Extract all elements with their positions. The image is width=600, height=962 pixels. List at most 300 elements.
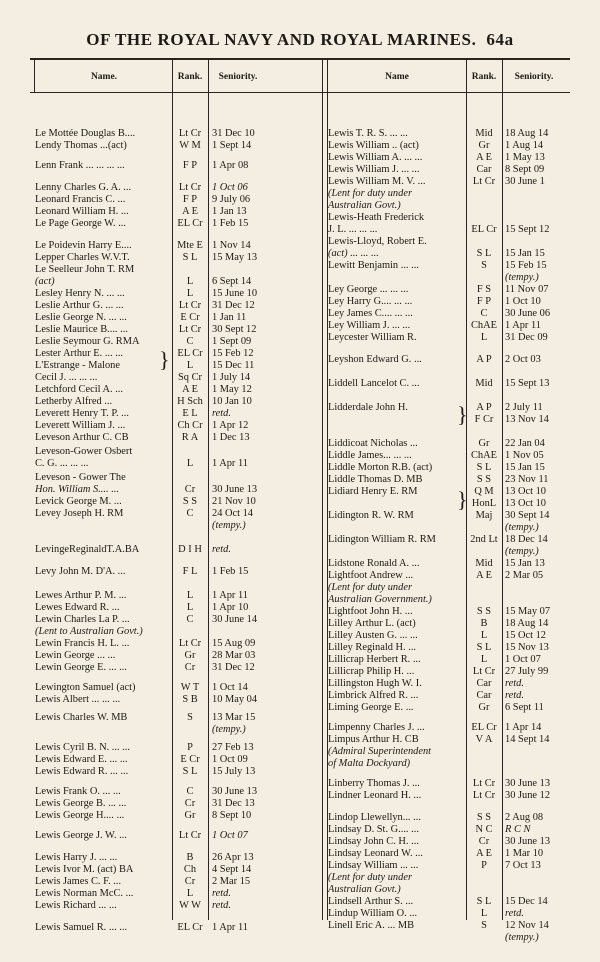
entry-rank: C bbox=[480, 308, 488, 319]
entry-name: J. L. ... ... ... bbox=[328, 224, 378, 235]
entry-seniority: 27 July 99 bbox=[505, 666, 549, 677]
entry-seniority: retd. bbox=[212, 544, 231, 555]
entry-seniority: 1 Sept 09 bbox=[212, 336, 252, 347]
entry-rank: S bbox=[187, 712, 193, 723]
entry-rank: C bbox=[186, 786, 194, 797]
entry-seniority: 31 Dec 10 bbox=[212, 128, 255, 139]
entry-name: Lewis Harry J. ... ... bbox=[35, 852, 118, 863]
entry-rank: L bbox=[186, 590, 194, 601]
entry-rank: A E bbox=[476, 848, 492, 859]
entry-rank: P bbox=[187, 742, 193, 753]
entry-seniority: 1 Oct 14 bbox=[212, 682, 248, 693]
entry-name: Lindsay Leonard W. ... bbox=[328, 848, 423, 859]
entry-seniority: 1 Oct 07 bbox=[212, 830, 248, 841]
entry-seniority: 1 Oct 10 bbox=[505, 296, 541, 307]
entry-seniority: 27 Feb 13 bbox=[212, 742, 254, 753]
entry-rank: Car bbox=[476, 678, 492, 689]
entry-rank: B bbox=[480, 618, 488, 629]
entry-seniority: 9 July 06 bbox=[212, 194, 251, 205]
entry-name: Lilley Austen G. ... ... bbox=[328, 630, 418, 641]
entry-seniority: 2 July 11 bbox=[505, 402, 543, 413]
left-name-header: Name. bbox=[90, 72, 118, 82]
entry-seniority: 1 July 14 bbox=[212, 372, 251, 383]
entry-seniority: 10 May 04 bbox=[212, 694, 258, 705]
entry-name: Leveson - Gower The bbox=[35, 472, 126, 483]
entry-seniority: 18 Aug 14 bbox=[505, 618, 549, 629]
entry-name: Liddle Morton R.B. (act) bbox=[328, 462, 433, 473]
entry-seniority: 1 May 12 bbox=[212, 384, 252, 395]
entry-name: Leverett William J. ... bbox=[35, 420, 126, 431]
entry-rank: A E bbox=[182, 384, 198, 395]
entry-rank: EL Cr bbox=[471, 722, 497, 733]
entry-rank: L bbox=[480, 654, 488, 665]
entry-seniority: 23 Nov 11 bbox=[505, 474, 549, 485]
entry-rank: L bbox=[186, 276, 194, 287]
middle-divider-a bbox=[322, 58, 323, 920]
entry-rank: EL Cr bbox=[177, 218, 203, 229]
entry-seniority: 31 Dec 12 bbox=[212, 662, 255, 673]
entry-rank: Ch bbox=[183, 864, 197, 875]
entry-name: Levy John M. D'A. ... bbox=[35, 566, 126, 577]
entry-name: Lewington Samuel (act) bbox=[35, 682, 136, 693]
entry-rank: F P bbox=[182, 160, 198, 171]
entry-rank: S S bbox=[182, 496, 198, 507]
entry-name: Lewis William A. ... ... bbox=[328, 152, 423, 163]
entry-rank: C bbox=[186, 336, 194, 347]
entry-rank: D I H bbox=[178, 544, 202, 555]
entry-name: Lenn Frank ... ... ... ... bbox=[35, 160, 125, 171]
entry-name: L'Estrange - Malone bbox=[35, 360, 120, 371]
page-title-text: OF THE ROYAL NAVY AND ROYAL MARINES. bbox=[86, 30, 477, 49]
entry-seniority: 14 Sept 14 bbox=[505, 734, 550, 745]
entry-seniority: 15 Oct 12 bbox=[505, 630, 546, 641]
entry-name: Lillicrap Herbert R. ... bbox=[328, 654, 421, 665]
entry-name: Lidiard Henry E. RM bbox=[328, 486, 418, 497]
entry-rank: Lt Cr bbox=[178, 638, 202, 649]
left-seniority-header: Seniority. bbox=[218, 72, 258, 82]
entry-seniority: 10 Jan 10 bbox=[212, 396, 252, 407]
entry-name: Leslie Arthur G. ... ... bbox=[35, 300, 124, 311]
entry-rank: Lt Cr bbox=[178, 324, 202, 335]
entry-rank: S S bbox=[476, 606, 492, 617]
entry-name: Lewis William .. (act) bbox=[328, 140, 419, 151]
entry-rank: E Cr bbox=[180, 312, 200, 323]
entry-name: Leonard William H. ... bbox=[35, 206, 129, 217]
entry-name: Letherby Alfred ... bbox=[35, 396, 113, 407]
entry-seniority: retd. bbox=[212, 888, 231, 899]
entry-seniority: 1 Apr 08 bbox=[212, 160, 249, 171]
entry-rank: F P bbox=[182, 194, 198, 205]
entry-name: Lewis George B. ... ... bbox=[35, 798, 127, 809]
entry-name: Limpenny Charles J. ... bbox=[328, 722, 425, 733]
entry-name: Lewis Norman McC. ... bbox=[35, 888, 134, 899]
brace-lidderdale: } bbox=[457, 402, 468, 427]
entry-name: Lidderdale John H. bbox=[328, 402, 408, 413]
entry-seniority: 1 Feb 15 bbox=[212, 218, 249, 229]
entry-rank: S B bbox=[182, 694, 198, 705]
entry-rank: S bbox=[481, 920, 487, 931]
entry-seniority: 22 Jan 04 bbox=[505, 438, 545, 449]
entry-name: Lilley Reginald H. ... bbox=[328, 642, 417, 653]
entry-name: (act) bbox=[35, 276, 55, 287]
entry-name: Lewis Frank O. ... ... bbox=[35, 786, 121, 797]
entry-name: Lewis William M. V. ... bbox=[328, 176, 426, 187]
entry-rank: H Sch bbox=[177, 396, 203, 407]
brace-lidiard: } bbox=[457, 487, 468, 512]
entry-rank: L bbox=[480, 332, 488, 343]
entry-rank: A E bbox=[476, 570, 492, 581]
entry-rank: Cr bbox=[184, 484, 196, 495]
entry-seniority: 1 Apr 11 bbox=[212, 922, 248, 933]
entry-name: Limpus Arthur H. CB bbox=[328, 734, 419, 745]
entry-seniority: 31 Dec 13 bbox=[212, 798, 255, 809]
entry-seniority: 15 Jan 15 bbox=[505, 462, 545, 473]
entry-rank: E L bbox=[182, 408, 198, 419]
entry-name: Lilley Arthur L. (act) bbox=[328, 618, 416, 629]
entry-seniority: 24 Oct 14 bbox=[212, 508, 253, 519]
entry-seniority: 1 Nov 05 bbox=[505, 450, 544, 461]
page-title bbox=[0, 30, 600, 50]
brace-lestrange: } bbox=[159, 347, 170, 372]
entry-name: Lewin Charles La P. ... bbox=[35, 614, 130, 625]
entry-name: Leveson-Gower Osbert bbox=[35, 446, 133, 457]
entry-rank: Gr bbox=[184, 650, 196, 661]
entry-seniority: 6 Sept 14 bbox=[212, 276, 252, 287]
entry-name: Lewis Cyril B. N. ... ... bbox=[35, 742, 130, 753]
entry-name: Lewis Richard ... ... bbox=[35, 900, 117, 911]
entry-name: Lindsay John C. H. ... bbox=[328, 836, 419, 847]
entry-seniority: 1 Apr 11 bbox=[212, 458, 248, 469]
entry-seniority: (tempy.) bbox=[212, 520, 246, 531]
entry-seniority: 1 Jan 13 bbox=[212, 206, 247, 217]
entry-name: Le Page George W. ... bbox=[35, 218, 126, 229]
entry-rank: N C bbox=[475, 824, 493, 835]
entry-seniority: (tempy.) bbox=[212, 724, 246, 735]
entry-seniority: 2 Mar 05 bbox=[505, 570, 544, 581]
entry-name: Lindsell Arthur S. ... bbox=[328, 896, 414, 907]
entry-seniority: 1 Apr 10 bbox=[212, 602, 249, 613]
entry-seniority: 15 Jan 13 bbox=[505, 558, 545, 569]
entry-rank: Gr bbox=[478, 140, 490, 151]
entry-seniority: 2 Mar 15 bbox=[212, 876, 251, 887]
entry-name: Lewis George H.... ... bbox=[35, 810, 125, 821]
entry-name: Lindsay William ... ... bbox=[328, 860, 419, 871]
entry-name: Levick George M. ... bbox=[35, 496, 122, 507]
entry-name: Lewis Charles W. MB bbox=[35, 712, 128, 723]
entry-name: Lesley Henry N. ... ... bbox=[35, 288, 125, 299]
entry-name: Lidington R. W. RM bbox=[328, 510, 414, 521]
entry-rank: S L bbox=[182, 766, 198, 777]
entry-rank: R A bbox=[181, 432, 199, 443]
entry-seniority: 1 Apr 12 bbox=[212, 420, 249, 431]
entry-rank: HonL bbox=[471, 498, 497, 509]
entry-name: Lewis Edward E. ... ... bbox=[35, 754, 128, 765]
entry-seniority: 4 Sept 14 bbox=[212, 864, 252, 875]
entry-name: of Malta Dockyard) bbox=[328, 758, 411, 769]
entry-seniority: 7 Oct 13 bbox=[505, 860, 541, 871]
entry-rank: Lt Cr bbox=[178, 182, 202, 193]
entry-rank: Lt Cr bbox=[472, 778, 496, 789]
entry-rank: EL Cr bbox=[177, 348, 203, 359]
entry-seniority: (tempy.) bbox=[505, 932, 539, 943]
entry-rank: Car bbox=[476, 690, 492, 701]
entry-name: Lewis-Heath Frederick bbox=[328, 212, 425, 223]
entry-rank: Mte E bbox=[177, 240, 203, 251]
entry-seniority: 15 May 07 bbox=[505, 606, 551, 617]
entry-seniority: 15 Jan 15 bbox=[505, 248, 545, 259]
entry-seniority: 6 Sept 11 bbox=[505, 702, 544, 713]
entry-rank: S L bbox=[476, 248, 492, 259]
entry-seniority: 15 Feb 12 bbox=[212, 348, 254, 359]
entry-rank: P bbox=[481, 860, 487, 871]
entry-name: Lewitt Benjamin ... ... bbox=[328, 260, 419, 271]
entry-seniority: 8 Sept 10 bbox=[212, 810, 252, 821]
entry-seniority: 13 Oct 10 bbox=[505, 486, 546, 497]
entry-name: Cecil J. ... ... ... bbox=[35, 372, 98, 383]
entry-name: Lillingston Hugh W. I. bbox=[328, 678, 422, 689]
entry-name: Lindsay D. St. G.... ... bbox=[328, 824, 419, 835]
entry-rank: Sq Cr bbox=[178, 372, 202, 383]
entry-rank: W T bbox=[180, 682, 200, 693]
entry-rank: ChAE bbox=[471, 320, 497, 331]
entry-rank: W M bbox=[179, 140, 201, 151]
entry-name: Levey Joseph H. RM bbox=[35, 508, 124, 519]
entry-name: Lidstone Ronald A. ... bbox=[328, 558, 420, 569]
entry-name: (Admiral Superintendent bbox=[328, 746, 432, 757]
entry-rank: S L bbox=[476, 896, 492, 907]
entry-seniority: 21 Nov 10 bbox=[212, 496, 256, 507]
right-rank-header: Rank. bbox=[471, 72, 497, 82]
entry-rank: Lt Cr bbox=[178, 128, 202, 139]
entry-name: Liddell Lancelot C. ... bbox=[328, 378, 420, 389]
entry-seniority: 1 Feb 15 bbox=[212, 566, 249, 577]
entry-rank: S L bbox=[476, 642, 492, 653]
entry-seniority: retd. bbox=[505, 908, 524, 919]
entry-seniority: 15 Sept 12 bbox=[505, 224, 550, 235]
entry-rank: L bbox=[186, 602, 194, 613]
entry-seniority: 1 Jan 11 bbox=[212, 312, 247, 323]
entry-name: Lewin Francis H. L. ... bbox=[35, 638, 130, 649]
page-number: 64a bbox=[486, 30, 514, 49]
entry-name: Lewis Samuel R. ... ... bbox=[35, 922, 128, 933]
entry-name: Lenny Charles G. A. ... bbox=[35, 182, 132, 193]
entry-name: Lewis William J. ... ... bbox=[328, 164, 420, 175]
entry-seniority: 30 June 14 bbox=[212, 614, 258, 625]
entry-seniority: (tempy.) bbox=[505, 522, 539, 533]
entry-name: Ley William J. ... ... bbox=[328, 320, 411, 331]
entry-seniority: 1 Nov 14 bbox=[212, 240, 251, 251]
entry-seniority: 30 June 06 bbox=[505, 308, 551, 319]
entry-rank: A P bbox=[476, 354, 492, 365]
entry-seniority: 15 Dec 11 bbox=[212, 360, 255, 371]
entry-rank: F Cr bbox=[474, 414, 494, 425]
entry-seniority: 30 June 13 bbox=[212, 484, 258, 495]
entry-seniority: 1 Oct 09 bbox=[212, 754, 248, 765]
entry-seniority: 1 Oct 06 bbox=[212, 182, 248, 193]
entry-name: Hon. William S.... ... bbox=[35, 484, 119, 495]
entry-seniority: 18 Aug 14 bbox=[505, 128, 549, 139]
entry-seniority: retd. bbox=[212, 900, 231, 911]
entry-rank: Q M bbox=[474, 486, 494, 497]
entry-seniority: 1 Aug 14 bbox=[505, 140, 544, 151]
entry-seniority: 13 Oct 10 bbox=[505, 498, 546, 509]
entry-name: Ley James C.... ... ... bbox=[328, 308, 413, 319]
entry-rank: C bbox=[186, 614, 194, 625]
left-rank-header: Rank. bbox=[177, 72, 203, 82]
entry-name: Lidington William R. RM bbox=[328, 534, 436, 545]
entry-seniority: 28 Mar 03 bbox=[212, 650, 256, 661]
entry-name: Lillicrap Philip H. ... bbox=[328, 666, 415, 677]
left-seniority-divider bbox=[208, 58, 209, 920]
entry-name: LevingeReginaldT.A.BA bbox=[35, 544, 140, 555]
entry-name: (Lent for duty under bbox=[328, 188, 412, 199]
entry-rank: C bbox=[186, 508, 194, 519]
entry-rank: EL Cr bbox=[177, 922, 203, 933]
entry-rank: 2nd Lt bbox=[470, 534, 498, 545]
entry-rank: S bbox=[481, 260, 487, 271]
entry-rank: Cr bbox=[184, 662, 196, 673]
entry-name: Lewis James C. F. ... bbox=[35, 876, 122, 887]
entry-seniority: 15 Feb 15 bbox=[505, 260, 547, 271]
entry-seniority: retd. bbox=[505, 690, 524, 701]
entry-rank: Lt Cr bbox=[472, 176, 496, 187]
right-name-header: Name bbox=[385, 72, 409, 82]
entry-name: Le Mottée Douglas B.... bbox=[35, 128, 136, 139]
entry-name: Liddle James... ... ... bbox=[328, 450, 412, 461]
entry-name: Letchford Cecil A. ... bbox=[35, 384, 124, 395]
entry-seniority: 1 Oct 07 bbox=[505, 654, 541, 665]
entry-name: Lewis Albert ... ... ... bbox=[35, 694, 121, 705]
entry-rank: Gr bbox=[478, 438, 490, 449]
entry-name: Linell Eric A. ... MB bbox=[328, 920, 415, 931]
entry-seniority: retd. bbox=[505, 678, 524, 689]
entry-name: Leslie Seymour G. RMA bbox=[35, 336, 140, 347]
entry-name: Leverett Henry T. P. ... bbox=[35, 408, 129, 419]
entry-name: Lewin George E. ... ... bbox=[35, 662, 127, 673]
entry-name: Leycester William R. bbox=[328, 332, 417, 343]
entry-seniority: 30 June 12 bbox=[505, 790, 551, 801]
entry-rank: EL Cr bbox=[471, 224, 497, 235]
entry-name: Lightfoot Andrew ... bbox=[328, 570, 414, 581]
entry-seniority: 15 Aug 09 bbox=[212, 638, 256, 649]
entry-name: Lewis Ivor M. (act) BA bbox=[35, 864, 134, 875]
entry-rank: Maj bbox=[475, 510, 493, 521]
entry-seniority: 1 Apr 14 bbox=[505, 722, 542, 733]
entry-rank: A P bbox=[476, 402, 492, 413]
entry-name: Leslie Maurice B.... ... bbox=[35, 324, 128, 335]
entry-seniority: 1 Sept 14 bbox=[212, 140, 252, 151]
entry-name: Lester Arthur E. ... ... bbox=[35, 348, 124, 359]
entry-rank: L bbox=[186, 360, 194, 371]
entry-name: Lindner Leonard H. ... bbox=[328, 790, 422, 801]
entry-name: Australian Govt.) bbox=[328, 884, 401, 895]
entry-seniority: 15 May 13 bbox=[212, 252, 258, 263]
entry-name: Lewin George ... ... bbox=[35, 650, 116, 661]
entry-rank: Mid bbox=[475, 558, 493, 569]
entry-name: Lewes Edward R. ... bbox=[35, 602, 120, 613]
entry-rank: Cr bbox=[478, 836, 490, 847]
entry-name: Leonard Francis C. ... bbox=[35, 194, 126, 205]
entry-rank: F L bbox=[182, 566, 198, 577]
right-seniority-header: Seniority. bbox=[514, 72, 554, 82]
entry-name: Linberry Thomas J. ... bbox=[328, 778, 420, 789]
entry-name: Leveson Arthur C. CB bbox=[35, 432, 129, 443]
entry-seniority: 30 Sept 12 bbox=[212, 324, 257, 335]
entry-seniority: 1 May 13 bbox=[505, 152, 545, 163]
entry-seniority: 2 Aug 08 bbox=[505, 812, 544, 823]
entry-rank: F S bbox=[476, 284, 492, 295]
entry-seniority: 1 Dec 13 bbox=[212, 432, 250, 443]
entry-rank: Lt Cr bbox=[472, 790, 496, 801]
entry-seniority: 31 Dec 09 bbox=[505, 332, 548, 343]
entry-seniority: (tempy.) bbox=[505, 546, 539, 557]
entry-name: Lewis Edward R. ... ... bbox=[35, 766, 129, 777]
entry-seniority: 15 June 10 bbox=[212, 288, 258, 299]
entry-name: Liddle Thomas D. MB bbox=[328, 474, 423, 485]
entry-seniority: 12 Nov 14 bbox=[505, 920, 549, 931]
entry-name: Lepper Charles W.V.T. bbox=[35, 252, 130, 263]
entry-rank: Gr bbox=[478, 702, 490, 713]
entry-name: Lindup William O. ... bbox=[328, 908, 418, 919]
entry-seniority: 15 July 13 bbox=[212, 766, 256, 777]
entry-name: Limbrick Alfred R. ... bbox=[328, 690, 419, 701]
entry-seniority: 15 Sept 13 bbox=[505, 378, 550, 389]
entry-name: Lewis George J. W. ... bbox=[35, 830, 127, 841]
entry-rank: Car bbox=[476, 164, 492, 175]
entry-rank: Lt Cr bbox=[472, 666, 496, 677]
entry-seniority: 1 Apr 11 bbox=[212, 590, 248, 601]
entry-seniority: 30 Sept 14 bbox=[505, 510, 550, 521]
entry-name: Lindop Llewellyn... ... bbox=[328, 812, 421, 823]
entry-rank: V A bbox=[475, 734, 493, 745]
header-bottom-rule bbox=[30, 92, 570, 93]
entry-rank: A E bbox=[476, 152, 492, 163]
entry-seniority: 15 Dec 14 bbox=[505, 896, 548, 907]
entry-seniority: 2 Oct 03 bbox=[505, 354, 541, 365]
entry-seniority: 18 Dec 14 bbox=[505, 534, 548, 545]
entry-seniority: 30 June 13 bbox=[505, 836, 551, 847]
entry-name: Lewis-Lloyd, Robert E. bbox=[328, 236, 427, 247]
entry-rank: L bbox=[480, 630, 488, 641]
entry-rank: Cr bbox=[184, 798, 196, 809]
entry-rank: S L bbox=[182, 252, 198, 263]
entry-name: Le Poidevin Harry E.... bbox=[35, 240, 132, 251]
entry-name: C. G. ... ... ... bbox=[35, 458, 89, 469]
entry-rank: L bbox=[480, 908, 488, 919]
entry-name: (Lent to Australian Govt.) bbox=[35, 626, 143, 637]
left-column-border bbox=[34, 58, 35, 92]
entry-seniority: R C N bbox=[505, 824, 531, 835]
entry-name: (Lent for duty under bbox=[328, 872, 412, 883]
entry-rank: L bbox=[186, 288, 194, 299]
entry-rank: Gr bbox=[184, 810, 196, 821]
entry-rank: Lt Cr bbox=[178, 300, 202, 311]
entry-rank: W W bbox=[179, 900, 201, 911]
entry-name: Leyshon Edward G. ... bbox=[328, 354, 422, 365]
header-top-rule bbox=[30, 58, 570, 60]
entry-name: (act) ... ... ... bbox=[328, 248, 379, 259]
entry-seniority: 1 Apr 11 bbox=[505, 320, 541, 331]
entry-seniority: retd. bbox=[212, 408, 231, 419]
entry-rank: ChAE bbox=[471, 450, 497, 461]
entry-rank: Mid bbox=[475, 128, 493, 139]
entry-seniority: 1 Mar 10 bbox=[505, 848, 544, 859]
entry-rank: Cr bbox=[184, 876, 196, 887]
entry-rank: S S bbox=[476, 812, 492, 823]
entry-name: Le Seelleur John T. RM bbox=[35, 264, 135, 275]
entry-seniority: 8 Sept 09 bbox=[505, 164, 545, 175]
entry-name: Australian Govt.) bbox=[328, 200, 401, 211]
